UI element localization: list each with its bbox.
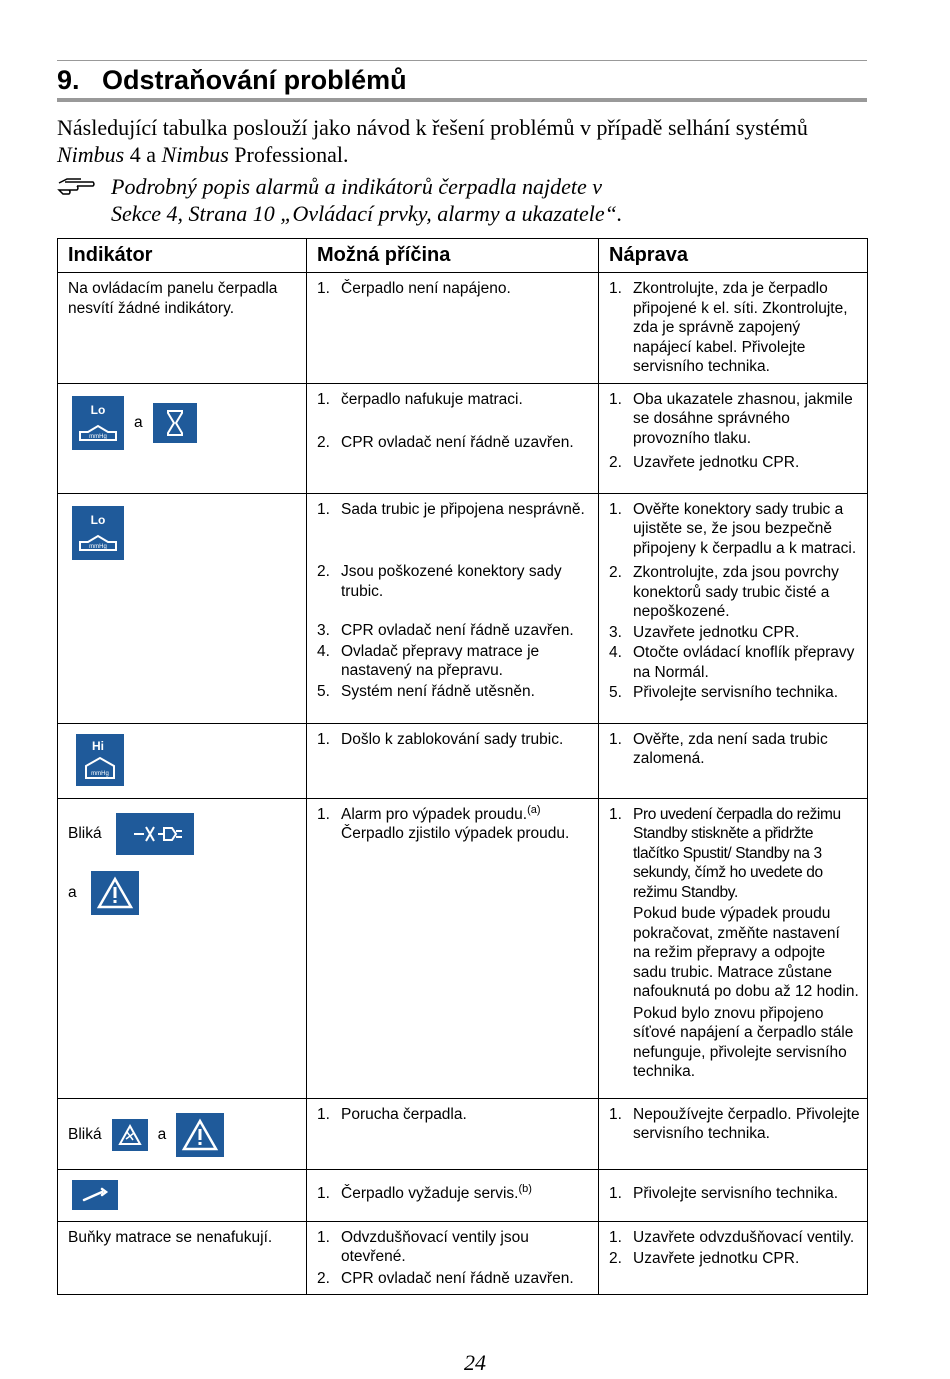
pump-fault-icon (112, 1119, 148, 1151)
header-indicator: Indikátor (58, 239, 307, 273)
troubleshooting-table (57, 238, 867, 1295)
table-row (58, 1221, 868, 1295)
remedy-cell: 1. Přivolejte servisního technika. (599, 1169, 868, 1221)
indicator-cell (58, 1169, 307, 1221)
power-failure-icon (116, 813, 194, 855)
remedy-cell: 1. Ověřte, zda není sada trubic zalomená. (599, 723, 868, 798)
lo-pressure-icon (72, 396, 124, 450)
remedy-cell: 1. Ověřte konektory sady trubic a ujistěte se, že jsou bezpečně připojeny k čerpadlu a k matraci. 2. Zkontrolujte, zda jsou povrchy konektorů sady trubic čisté a nepoškozené. 3. Uzavřete jednotku CPR. 4. Otočte ovládací knoflík přepravy na Normál. 5. Přivolejte servisního technika. (599, 493, 868, 723)
cause-cell: 1. čerpadlo nafukuje matraci. 2. CPR ovladač není řádně uzavřen. (307, 383, 599, 493)
cause-cell: 1. Sada trubic je připojena nesprávně. 2. Jsou poškozené konektory sady trubic. 3. CPR ovladač není řádně uzavřen. 4. Ovladač přepravy matrace je nastavený na přepravu. 5. Systém není řádně utěsněn. (307, 493, 599, 723)
indicator-cell (58, 383, 307, 493)
warning-icon (176, 1113, 224, 1157)
and-label: a (157, 1125, 167, 1143)
table-row (58, 798, 868, 1098)
pointing-hand-icon (57, 173, 97, 197)
service-wrench-icon (72, 1180, 118, 1210)
heading-rule (57, 98, 867, 102)
table-row (58, 723, 868, 798)
lo-pressure-icon (72, 506, 124, 560)
cause-cell: 1. Alarm pro výpadek proudu.$^{(a)}$ Čerpadlo zjistilo výpadek proudu. (307, 798, 599, 1098)
remedy-cell: 1. Zkontrolujte, zda je čerpadlo připojené k el. síti. Zkontrolujte, zda je správně zapojený napájecí kabel. Přivolejte servisního technika. (599, 273, 868, 384)
indicator-cell (58, 493, 307, 723)
section-heading: 9. Odstraňování problémů (57, 65, 407, 95)
cause-cell: 1. Čerpadlo není napájeno. (307, 273, 599, 384)
hourglass-icon (153, 403, 197, 443)
header-remedy: Náprava (599, 239, 868, 273)
table-row (58, 1098, 868, 1169)
and-label: a (134, 413, 143, 431)
top-rule (57, 60, 867, 61)
hi-pressure-icon (76, 734, 124, 786)
remedy-cell: 1. Oba ukazatele zhasnou, jakmile se dosáhne správného provozního tlaku. 2. Uzavřete jednotku CPR. (599, 383, 868, 493)
cause-cell: 1. Čerpadlo vyžaduje servis.$^{(b)}$ (307, 1169, 599, 1221)
intro-paragraph: Následující tabulka poslouží jako návod k řešení problémů v případě selhání systémů Nimbus 4 a Nimbus Professional. (57, 115, 808, 167)
indicator-cell (58, 798, 307, 1098)
cause-cell: 1. Došlo k zablokování sady trubic. (307, 723, 599, 798)
svg-text:Hi: Hi (92, 738, 104, 753)
indicator-cell: Buňky matrace se nenafukují. (58, 1221, 307, 1295)
table-row (58, 273, 868, 384)
indicator-cell (58, 723, 307, 798)
header-cause: Možná příčina (307, 239, 599, 273)
blink-label: Bliká (68, 824, 102, 842)
table-header-row (58, 239, 868, 273)
page-number: 24 (464, 1350, 486, 1375)
svg-text:mmHg: mmHg (89, 433, 107, 440)
svg-text:mmHg: mmHg (89, 543, 107, 550)
svg-text:mmHg: mmHg (91, 770, 109, 777)
svg-text:Lo: Lo (90, 402, 106, 417)
table-row (58, 383, 868, 493)
table-row (58, 1169, 868, 1221)
and-label: a (68, 883, 77, 901)
warning-icon (91, 871, 139, 915)
indicator-cell: Na ovládacím panelu čerpadla nesvítí žádné indikátory. (58, 273, 307, 384)
svg-text:Lo: Lo (90, 512, 106, 527)
indicator-cell (58, 1098, 307, 1169)
blink-label: Bliká (68, 1125, 102, 1143)
cause-cell: 1. Porucha čerpadla. (307, 1098, 599, 1169)
remedy-cell: 1. Pro uvedení čerpadla do režimu Standby stiskněte a přidržte tlačítko Spustit/ Standby na 3 sekundy, čímž ho uvedete do režimu Standby. Pokud bude výpadek proudu pokračovat, změňte nastavení na režim přepravy a odpojte sadu trubic. Matrace zůstane nafouknutá po dobu až 12 hodin. Pokud bylo znovu připojeno síťové napájení a čerpadlo stále nefunguje, přivolejte servisního technika. (599, 798, 868, 1098)
remedy-cell: 1. Nepoužívejte čerpadlo. Přivolejte servisního technika. (599, 1098, 868, 1169)
remedy-cell: 1. Uzavřete odvzdušňovací ventily. 2. Uzavřete jednotku CPR. (599, 1221, 868, 1295)
table-row (58, 493, 868, 723)
cause-cell: 1. Odvzdušňovací ventily jsou otevřené. 2. CPR ovladač není řádně uzavřen. (307, 1221, 599, 1295)
